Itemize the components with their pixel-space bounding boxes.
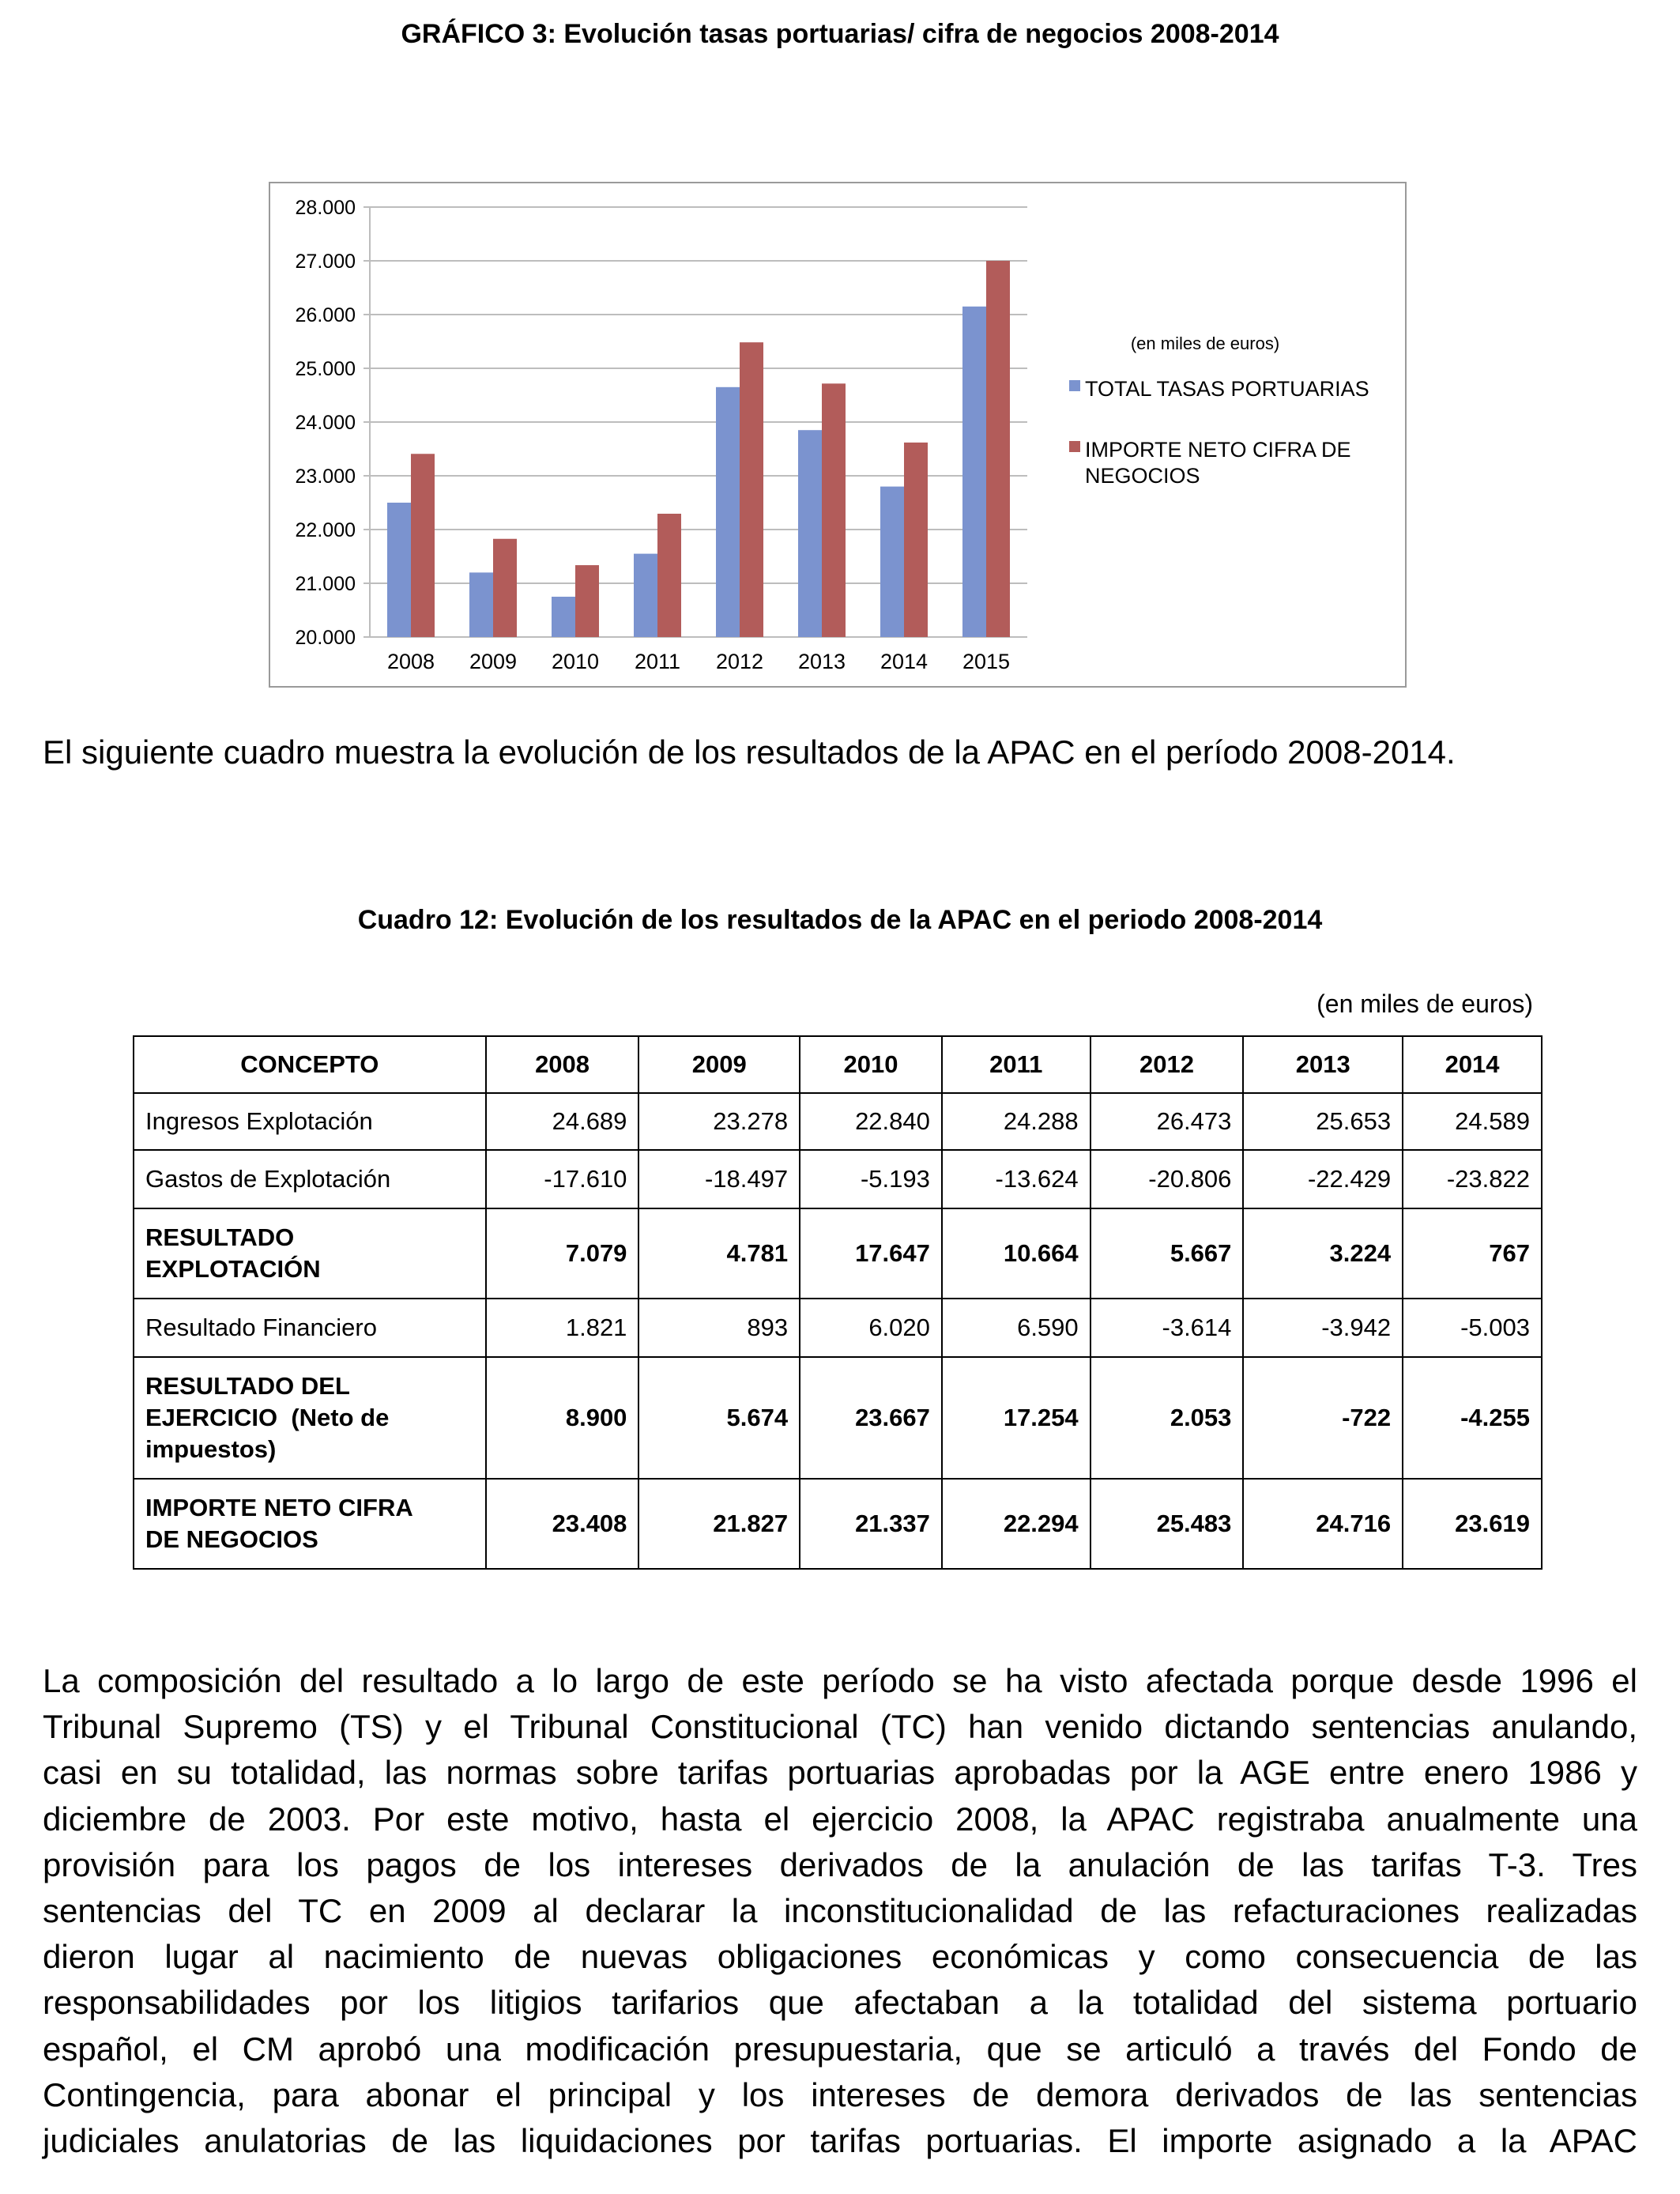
header-year-2014: 2014 xyxy=(1403,1036,1542,1093)
bar-tasas-2014 xyxy=(880,487,904,637)
y-tick-label: 24.000 xyxy=(295,412,356,434)
bar-cifra-2011 xyxy=(657,514,681,637)
row-value: 2.053 xyxy=(1090,1357,1244,1479)
row-value: 8.900 xyxy=(486,1357,639,1479)
header-year-2012: 2012 xyxy=(1090,1036,1244,1093)
bar-cifra-2013 xyxy=(822,383,846,637)
x-tick-label: 2013 xyxy=(797,650,846,673)
row-value: -17.610 xyxy=(486,1150,639,1208)
x-tick-label: 2012 xyxy=(715,650,764,673)
table-unit-note: (en miles de euros) xyxy=(1317,990,1533,1018)
chart-canvas xyxy=(269,182,1407,688)
body-line: La composición del resultado a lo largo de este período se ha visto afectada porque desde 1996 el xyxy=(43,1662,1637,1699)
row-value: -3.942 xyxy=(1243,1299,1403,1357)
row-value: 24.716 xyxy=(1243,1479,1403,1569)
row-value: -13.624 xyxy=(942,1150,1090,1208)
table-row xyxy=(134,1479,1542,1569)
row-value: 17.647 xyxy=(800,1208,942,1299)
row-value: 767 xyxy=(1403,1208,1542,1299)
header-year-2008: 2008 xyxy=(486,1036,639,1093)
body-line: provisión para los pagos de los intereses derivados de la anulación de las tarifas T-3. Tres xyxy=(43,1845,1637,1883)
x-tick-label: 2010 xyxy=(551,650,600,673)
bar-tasas-2015 xyxy=(962,307,986,637)
bar-chart xyxy=(269,182,1407,688)
bar-tasas-2013 xyxy=(798,430,822,637)
x-tick-label: 2014 xyxy=(880,650,929,673)
table-title: Cuadro 12: Evolución de los resultados de la APAC en el periodo 2008-2014 xyxy=(357,905,1323,935)
legend-swatch-tasas xyxy=(1069,380,1080,391)
row-value: 1.821 xyxy=(486,1299,639,1357)
row-value: 6.590 xyxy=(942,1299,1090,1357)
y-tick-label: 23.000 xyxy=(295,466,356,488)
row-concept: Gastos de Explotación xyxy=(134,1150,486,1208)
bar-tasas-2010 xyxy=(552,597,575,637)
y-tick-label: 27.000 xyxy=(295,251,356,273)
body-paragraph xyxy=(43,1658,1637,2164)
y-tick-label: 25.000 xyxy=(295,358,356,380)
body-line: dieron lugar al nacimiento de nuevas obligaciones económicas y como consecuencia de las xyxy=(43,1938,1637,1976)
chart-title: GRÁFICO 3: Evolución tasas portuarias/ cifra de negocios 2008-2014 xyxy=(401,19,1279,49)
table-header-row xyxy=(134,1036,1542,1093)
x-tick-label: 2009 xyxy=(469,650,518,673)
y-tick-label: 20.000 xyxy=(295,627,356,649)
row-value: 25.483 xyxy=(1090,1479,1244,1569)
row-value: -5.193 xyxy=(800,1150,942,1208)
x-tick-label: 2008 xyxy=(386,650,435,673)
bar-cifra-2014 xyxy=(904,443,928,637)
row-value: 23.619 xyxy=(1403,1479,1542,1569)
header-year-2010: 2010 xyxy=(800,1036,942,1093)
body-line: diciembre de 2003. Por este motivo, hasta el ejercicio 2008, la APAC registraba anualmente una xyxy=(43,1800,1637,1838)
row-value: 10.664 xyxy=(942,1208,1090,1299)
row-value: -3.614 xyxy=(1090,1299,1244,1357)
row-value: 6.020 xyxy=(800,1299,942,1357)
body-line: responsabilidades por los litigios tarifarios que afectaban a la totalidad del sistema portuario xyxy=(43,1984,1637,2022)
legend-swatch-cifra xyxy=(1069,441,1080,452)
bar-tasas-2012 xyxy=(716,387,740,637)
row-concept: RESULTADO DEL EJERCICIO (Neto de impuestos) xyxy=(134,1357,486,1479)
legend-label: TOTAL TASAS PORTUARIAS xyxy=(1085,377,1369,401)
bar-tasas-2009 xyxy=(469,572,493,637)
bar-cifra-2015 xyxy=(986,261,1010,637)
body-line: judiciales anulatorias de las liquidaciones por tarifas portuarias. El importe asignado a la APAC xyxy=(43,2122,1637,2160)
row-value: 24.689 xyxy=(486,1093,639,1150)
body-line: español, el CM aprobó una modificación presupuestaria, que se articuló a través del Fondo de xyxy=(43,2030,1637,2068)
row-value: 3.224 xyxy=(1243,1208,1403,1299)
results-table xyxy=(133,1035,1543,1570)
bar-cifra-2009 xyxy=(493,539,517,637)
row-value: 23.667 xyxy=(800,1357,942,1479)
bar-cifra-2010 xyxy=(575,565,599,637)
row-concept: Resultado Financiero xyxy=(134,1299,486,1357)
row-value: -4.255 xyxy=(1403,1357,1542,1479)
table-row xyxy=(134,1150,1542,1208)
row-value: -5.003 xyxy=(1403,1299,1542,1357)
row-value: 23.408 xyxy=(486,1479,639,1569)
body-line: Contingencia, para abonar el principal y los intereses de demora derivados de las sentencias xyxy=(43,2075,1637,2113)
bar-cifra-2012 xyxy=(740,342,763,637)
body-line: casi en su totalidad, las normas sobre tarifas portuarias aprobadas por la AGE entre enero 1986 y xyxy=(43,1754,1637,1792)
y-tick-label: 21.000 xyxy=(295,573,356,595)
row-concept: IMPORTE NETO CIFRA DE NEGOCIOS xyxy=(134,1479,486,1569)
x-tick-label: 2015 xyxy=(962,650,1011,673)
body-line: Tribunal Supremo (TS) y el Tribunal Constitucional (TC) han venido dictando sentencias anulando, xyxy=(43,1708,1637,1746)
header-year-2011: 2011 xyxy=(942,1036,1090,1093)
row-value: 17.254 xyxy=(942,1357,1090,1479)
row-value: -23.822 xyxy=(1403,1150,1542,1208)
chart-unit-note: (en miles de euros) xyxy=(1130,334,1280,353)
bar-tasas-2008 xyxy=(387,503,411,637)
table-row xyxy=(134,1357,1542,1479)
row-value: 24.589 xyxy=(1403,1093,1542,1150)
body-line: sentencias del TC en 2009 al declarar la inconstitucionalidad de las refacturaciones realizadas xyxy=(43,1892,1637,1930)
table-row xyxy=(134,1093,1542,1150)
row-value: 5.667 xyxy=(1090,1208,1244,1299)
row-value: 7.079 xyxy=(486,1208,639,1299)
row-value: 23.278 xyxy=(638,1093,800,1150)
row-value: 21.337 xyxy=(800,1479,942,1569)
row-value: 893 xyxy=(638,1299,800,1357)
row-concept: Ingresos Explotación xyxy=(134,1093,486,1150)
bar-cifra-2008 xyxy=(411,454,435,637)
row-concept: RESULTADO EXPLOTACIÓN xyxy=(134,1208,486,1299)
row-value: -18.497 xyxy=(638,1150,800,1208)
row-value: -722 xyxy=(1243,1357,1403,1479)
table-row xyxy=(134,1299,1542,1357)
row-value: 5.674 xyxy=(638,1357,800,1479)
bar-tasas-2011 xyxy=(634,554,657,637)
row-value: 22.840 xyxy=(800,1093,942,1150)
y-tick-label: 22.000 xyxy=(295,519,356,541)
legend-label: NEGOCIOS xyxy=(1085,464,1200,488)
y-tick-label: 26.000 xyxy=(295,304,356,326)
row-value: -22.429 xyxy=(1243,1150,1403,1208)
table-row xyxy=(134,1208,1542,1299)
header-year-2013: 2013 xyxy=(1243,1036,1403,1093)
intro-paragraph: El siguiente cuadro muestra la evolución de los resultados de la APAC en el período 2008-2014. xyxy=(43,733,1456,771)
row-value: -20.806 xyxy=(1090,1150,1244,1208)
row-value: 4.781 xyxy=(638,1208,800,1299)
header-concepto: CONCEPTO xyxy=(134,1036,486,1093)
row-value: 21.827 xyxy=(638,1479,800,1569)
legend-label: IMPORTE NETO CIFRA DE xyxy=(1085,438,1351,462)
y-tick-label: 28.000 xyxy=(295,197,356,219)
x-tick-label: 2011 xyxy=(634,650,681,673)
row-value: 25.653 xyxy=(1243,1093,1403,1150)
row-value: 22.294 xyxy=(942,1479,1090,1569)
row-value: 24.288 xyxy=(942,1093,1090,1150)
header-year-2009: 2009 xyxy=(638,1036,800,1093)
row-value: 26.473 xyxy=(1090,1093,1244,1150)
